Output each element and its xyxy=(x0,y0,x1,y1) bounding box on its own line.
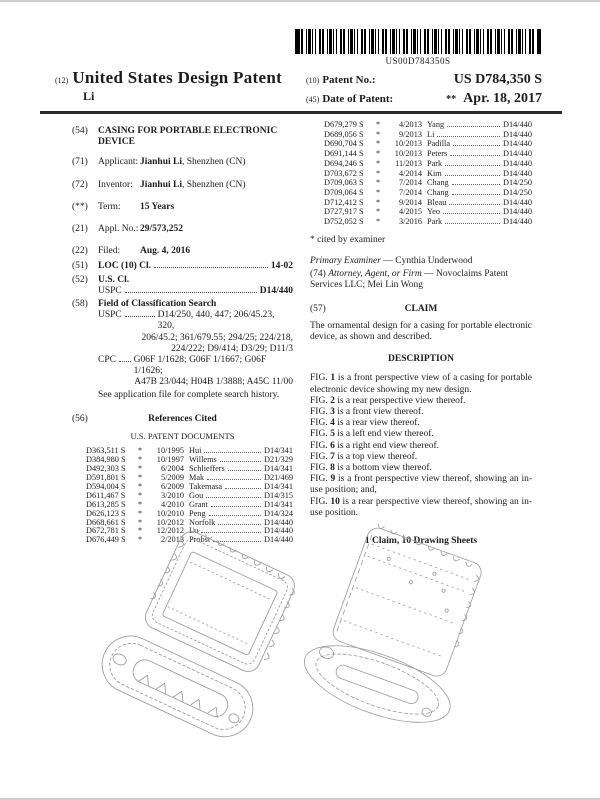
patent-number-block xyxy=(306,72,542,110)
references-heading-row xyxy=(72,414,293,425)
ref-class: D14/440 xyxy=(502,207,532,217)
fs-uspc-label: USPC xyxy=(98,310,122,321)
patent-no-label: Patent No.: xyxy=(322,74,376,86)
inventor-surname: Li xyxy=(83,89,95,103)
references-table-right xyxy=(324,120,532,227)
reference-row xyxy=(324,159,532,169)
appl-no-row xyxy=(72,224,293,235)
ref-date: 12/2012 xyxy=(156,526,184,536)
claim-heading-row xyxy=(310,304,532,315)
figure-description-line xyxy=(310,441,532,452)
fig-text: is a rear perspective view thereof, showing an in-use position. xyxy=(310,496,533,518)
ref-class: D14/440 xyxy=(263,535,293,545)
fig-text: is a front view thereof. xyxy=(334,406,424,417)
applicant-label: Applicant: xyxy=(98,157,139,168)
ref-number: D668,661 S xyxy=(86,517,126,527)
field-71-tag: (71) xyxy=(72,157,88,168)
ref-class: D14/440 xyxy=(502,197,532,207)
dot-leader xyxy=(447,126,500,127)
reference-row xyxy=(324,188,532,198)
ref-class: D14/440 xyxy=(502,158,532,168)
ref-star: * xyxy=(376,129,381,139)
field-57-tag: (57) xyxy=(310,303,326,314)
ref-number: D679,279 S xyxy=(324,120,364,129)
dot-leader xyxy=(204,452,261,453)
term-extension-stars: ** xyxy=(446,94,457,105)
fig-text: is a front perspective view of a casing for portable electronic device showing my new design. xyxy=(310,373,532,395)
ref-date: 4/2010 xyxy=(160,499,184,509)
ref-name: Grant xyxy=(189,499,208,509)
ref-number: D709,063 S xyxy=(324,178,364,188)
fig-label: FIG. xyxy=(310,418,328,429)
ref-date: 3/2016 xyxy=(398,217,422,227)
ref-date: 4/2014 xyxy=(398,168,422,178)
fs-cpc-line-2: A47B 23/044; H04B 1/3888; A45C 11/00 xyxy=(134,377,293,388)
ref-name: Hui xyxy=(189,446,202,456)
figure-front-perspective-drawing xyxy=(100,498,300,788)
fig-text: is a bottom view thereof. xyxy=(334,462,432,473)
ref-class: D14/341 xyxy=(263,481,293,491)
fig-number: 3 xyxy=(327,406,335,417)
ref-date: 10/1997 xyxy=(156,455,184,465)
inventor-label: Inventor: xyxy=(98,179,133,190)
ref-star: * xyxy=(376,217,381,227)
ref-class: D14/440 xyxy=(502,149,532,159)
dot-leader xyxy=(228,470,261,471)
filed-row xyxy=(72,246,293,257)
ref-star: * xyxy=(138,481,143,491)
reference-row xyxy=(324,207,532,217)
ref-number: D672,781 S xyxy=(86,526,126,536)
ref-star: * xyxy=(138,535,143,545)
ref-date: 10/2013 xyxy=(394,139,422,149)
dot-leader xyxy=(449,204,500,205)
filed-value: Aug. 4, 2016 xyxy=(140,246,191,257)
attorney-line xyxy=(310,269,532,291)
fig-number: 1 xyxy=(327,373,336,384)
field-search-label: Field of Classification Search xyxy=(98,299,217,310)
inventor-location: , Shenzhen (CN) xyxy=(181,179,246,190)
ref-name: Bleau xyxy=(427,197,447,207)
document-header xyxy=(55,68,282,104)
ref-date: 4/2015 xyxy=(398,207,422,217)
uspc-value: D14/440 xyxy=(259,285,293,296)
fig-label: FIG. xyxy=(310,496,328,507)
fs-uspc-line-1: D14/250, 440, 447; 206/45.23, 320, xyxy=(157,310,275,332)
ref-class: D14/315 xyxy=(263,490,293,500)
dot-leader xyxy=(445,223,500,224)
ref-class: D21/469 xyxy=(263,472,293,482)
ref-star: * xyxy=(376,158,381,168)
ref-star: * xyxy=(138,517,143,527)
dot-leader xyxy=(125,316,155,317)
ref-name: Peters xyxy=(427,149,448,159)
fig-text: is a rear perspective view thereof. xyxy=(334,395,466,406)
ref-number: D594,004 S xyxy=(86,481,126,491)
dot-leader xyxy=(154,267,268,268)
applicant-row xyxy=(72,157,293,168)
fs-cpc-label: CPC xyxy=(98,355,116,366)
ref-class: D14/440 xyxy=(502,120,532,129)
dot-leader xyxy=(437,136,500,137)
figure-description-line xyxy=(310,463,532,474)
ref-date: 10/2010 xyxy=(156,508,184,518)
ref-number: D690,704 S xyxy=(324,139,364,149)
ref-name: Lu xyxy=(189,526,199,536)
dot-leader xyxy=(119,361,131,362)
ref-name: Park xyxy=(427,158,443,168)
field-56-tag: (56) xyxy=(72,413,88,424)
ref-class: D14/440 xyxy=(263,526,293,536)
ref-star: * xyxy=(138,455,143,465)
loc-label: LOC (10) Cl. xyxy=(98,261,152,272)
ref-class: D14/341 xyxy=(263,464,293,474)
ref-number: D492,303 S xyxy=(86,464,126,474)
fig-label: FIG. xyxy=(310,373,328,384)
attorney-name: — Novoclaims Patent Services LLC; Mei Lin Wong xyxy=(310,269,508,291)
ref-number: D613,285 S xyxy=(86,499,126,509)
ref-star: * xyxy=(138,464,143,474)
ref-name: Padilla xyxy=(427,139,451,149)
ref-date: 6/2004 xyxy=(160,464,184,474)
ref-number: D626,123 S xyxy=(86,508,126,518)
attorney-label: Attorney, Agent, or Firm xyxy=(328,269,422,280)
ref-name: Kim xyxy=(427,168,442,178)
uspc-label: USPC xyxy=(98,285,122,296)
patent-no-value: US D784,350 S xyxy=(453,72,542,87)
dot-leader xyxy=(225,488,261,489)
ref-class: D14/440 xyxy=(263,517,293,527)
ref-number: D752,052 S xyxy=(324,217,364,227)
dot-leader xyxy=(125,292,257,293)
ref-number: D694,246 S xyxy=(324,158,364,168)
ref-star: * xyxy=(376,120,381,129)
ref-name: Gou xyxy=(189,490,204,500)
fig-text: is a right end view thereof. xyxy=(334,440,440,451)
field-22-tag: (22) xyxy=(72,246,88,257)
inventor-row xyxy=(72,180,293,191)
ref-name: Probst xyxy=(189,535,211,545)
date-value xyxy=(393,91,542,107)
fig-text: is a rear view thereof. xyxy=(334,418,420,429)
ref-date: 10/2013 xyxy=(394,149,422,159)
field-52-tag: (52) xyxy=(72,274,88,285)
ref-number: D384,980 S xyxy=(86,455,126,465)
ref-number: D709,064 S xyxy=(324,187,364,197)
ref-star: * xyxy=(376,187,381,197)
ref-date: 9/2013 xyxy=(398,129,422,139)
figure-description-line xyxy=(310,418,532,429)
ref-number: D712,412 S xyxy=(324,197,364,207)
fig-text: is a left end view thereof. xyxy=(334,429,434,440)
claim-text: The ornamental design for a casing for portable electronic device, as shown and described. xyxy=(310,320,532,342)
fig-text: is a top view thereof. xyxy=(334,451,418,462)
ref-name: Chang xyxy=(427,178,449,188)
dot-leader xyxy=(443,213,500,214)
patent-no-tag: (10) xyxy=(306,76,320,85)
ref-star: * xyxy=(376,168,381,178)
fig-label: FIG. xyxy=(310,406,328,417)
rear-perspective-sketch xyxy=(292,506,492,761)
field-51-tag: (51) xyxy=(72,261,88,272)
reference-row xyxy=(324,149,532,159)
figure-description-line xyxy=(310,452,532,463)
field-search-note: See application file for complete search history. xyxy=(98,389,280,400)
description-heading: DESCRIPTION xyxy=(388,354,454,365)
figure-description-line xyxy=(310,474,532,496)
dot-leader xyxy=(452,194,500,195)
barcode-bars-icon xyxy=(295,29,541,54)
fig-number: 7 xyxy=(327,451,335,462)
field-72-tag: (72) xyxy=(72,179,88,190)
reference-row xyxy=(324,217,532,227)
ref-star: * xyxy=(376,207,381,217)
term-row xyxy=(72,202,293,213)
ref-number: D611,467 S xyxy=(86,490,126,500)
figure-rear-perspective-drawing xyxy=(292,506,492,761)
dot-leader xyxy=(452,184,500,185)
ref-number: D703,672 S xyxy=(324,168,364,178)
ref-class: D14/440 xyxy=(502,217,532,227)
applicant-location: , Shenzhen (CN) xyxy=(181,157,246,168)
fs-uspc-line-2: 206/45.2; 361/679.55; 294/25; 224/218, xyxy=(141,332,293,343)
dot-leader xyxy=(220,461,261,462)
front-perspective-sketch xyxy=(100,498,300,788)
ref-number: D676,449 S xyxy=(86,535,126,545)
ref-name: Willems xyxy=(189,455,217,465)
ref-star: * xyxy=(138,472,143,482)
term-label: Term: xyxy=(98,201,121,212)
examiner-label: Primary Examiner xyxy=(310,255,381,266)
dot-leader xyxy=(450,155,500,156)
ref-name: Chang xyxy=(427,187,449,197)
fig-label: FIG. xyxy=(310,451,328,462)
loc-value: 14-02 xyxy=(270,261,293,272)
document-title: United States Design Patent xyxy=(72,68,283,87)
ref-class: D14/341 xyxy=(263,446,293,456)
ref-class: D14/250 xyxy=(502,187,532,197)
fs-uspc-line-3: 224/222; D9/414; D3/29; D11/3 xyxy=(171,343,293,354)
claim-heading: CLAIM xyxy=(404,303,438,314)
reference-row xyxy=(324,139,532,149)
fig-number: 10 xyxy=(327,496,340,507)
ref-number: D363,511 S xyxy=(86,446,126,456)
fig-label: FIG. xyxy=(310,474,328,485)
field-search-row xyxy=(72,299,293,401)
appl-no-value: 29/573,252 xyxy=(140,224,184,235)
dot-leader xyxy=(453,145,500,146)
ref-star: * xyxy=(138,526,143,536)
filed-label: Filed: xyxy=(98,246,121,257)
ref-class: D14/440 xyxy=(502,139,532,149)
us-patent-documents-heading: U.S. PATENT DOCUMENTS xyxy=(130,431,235,442)
applicant-name: Jianhui Li xyxy=(140,157,182,168)
ref-star: * xyxy=(376,197,381,207)
fig-label: FIG. xyxy=(310,462,328,473)
kind-code-tag: (12) xyxy=(55,76,69,85)
fig-label: FIG. xyxy=(310,440,328,451)
ref-date: 10/2012 xyxy=(156,517,184,527)
examiner-name: — Cynthia Underwood xyxy=(380,255,473,266)
ref-date: 7/2014 xyxy=(398,187,422,197)
ref-date: 7/2014 xyxy=(398,178,422,188)
inventor-name: Jianhui Li xyxy=(140,179,182,190)
ref-date: 5/2009 xyxy=(160,472,184,482)
ref-name: Li xyxy=(427,129,435,139)
ref-class: D14/341 xyxy=(263,499,293,509)
ref-number: D591,801 S xyxy=(86,472,126,482)
references-heading: References Cited xyxy=(148,413,217,424)
fs-cpc-line-1: G06F 1/1628; G06F 1/1667; G06F 1/1626; xyxy=(133,355,267,377)
date-label: Date of Patent: xyxy=(322,93,394,105)
dot-leader xyxy=(207,479,261,480)
primary-examiner-line xyxy=(310,256,532,267)
fig-number: 2 xyxy=(327,395,335,406)
us-cl-row xyxy=(72,275,293,297)
fig-number: 8 xyxy=(327,462,335,473)
ref-date: 2/2013 xyxy=(160,535,184,545)
term-tag: (**) xyxy=(72,201,88,212)
ref-name: Schlieffers xyxy=(189,464,225,474)
ref-number: D727,917 S xyxy=(324,207,364,217)
barcode-text: US00D784350S xyxy=(385,56,451,66)
ref-star: * xyxy=(376,149,381,159)
ref-date: 11/2013 xyxy=(395,158,422,168)
ref-name: Park xyxy=(427,217,443,227)
ref-name: Yang xyxy=(427,120,445,129)
dot-leader xyxy=(445,175,500,176)
ref-date: 10/1995 xyxy=(156,446,184,456)
date-tag: (45) xyxy=(306,95,320,104)
ref-class: D14/324 xyxy=(263,508,293,518)
left-column xyxy=(72,126,293,545)
field-74-tag: (74) xyxy=(310,269,326,280)
right-column xyxy=(310,120,532,547)
ref-star: * xyxy=(138,499,143,509)
ref-star: * xyxy=(138,490,143,500)
appl-no-label: Appl. No.: xyxy=(98,224,139,235)
ref-name: Norfolk xyxy=(189,517,216,527)
ref-class: D21/329 xyxy=(263,455,293,465)
loc-class-row xyxy=(72,261,293,272)
fig-number: 6 xyxy=(327,440,335,451)
ref-date: 6/2009 xyxy=(160,481,184,491)
reference-row xyxy=(324,178,532,188)
ref-class: D14/440 xyxy=(502,168,532,178)
field-58-tag: (58) xyxy=(72,299,88,310)
figure-description-line xyxy=(310,396,532,407)
ref-class: D14/440 xyxy=(502,129,532,139)
fig-number: 5 xyxy=(327,429,335,440)
header-rule xyxy=(40,111,562,114)
ref-name: Takemasa xyxy=(189,481,223,491)
fig-text: is a front perspective view thereof, showing an in-use position; and, xyxy=(310,474,533,496)
fig-number: 9 xyxy=(327,474,336,485)
fig-number: 4 xyxy=(327,418,335,429)
ref-star: * xyxy=(138,446,143,456)
ref-number: D691,144 S xyxy=(324,149,364,159)
invention-title: CASING FOR PORTABLE ELECTRONIC DEVICE xyxy=(98,126,278,148)
term-value: 15 Years xyxy=(140,201,175,212)
figure-descriptions xyxy=(310,373,532,519)
figure-description-line xyxy=(310,407,532,418)
ref-date: 9/2014 xyxy=(398,197,422,207)
reference-row xyxy=(324,120,532,130)
ref-star: * xyxy=(376,139,381,149)
fig-label: FIG. xyxy=(310,429,328,440)
ref-number: D689,056 S xyxy=(324,129,364,139)
claims-sheets-summary: 1 Claim, 10 Drawing Sheets xyxy=(364,536,478,546)
ref-date: 3/2010 xyxy=(160,490,184,500)
figure-description-line xyxy=(310,429,532,440)
field-21-tag: (21) xyxy=(72,224,88,235)
us-cl-label: U.S. Cl. xyxy=(98,274,130,285)
ref-name: Mak xyxy=(189,472,205,482)
cited-by-examiner-note: * cited by examiner xyxy=(310,234,386,245)
reference-row xyxy=(324,169,532,179)
ref-date: 4/2013 xyxy=(398,120,422,129)
ref-name: Yeo xyxy=(427,207,440,217)
field-54-tag: (54) xyxy=(72,126,88,136)
date-text: Apr. 18, 2017 xyxy=(463,91,542,106)
ref-star: * xyxy=(376,178,381,188)
fig-label: FIG. xyxy=(310,395,328,406)
ref-star: * xyxy=(138,508,143,518)
ref-class: D14/250 xyxy=(502,178,532,188)
figure-description-line xyxy=(310,373,532,395)
reference-row xyxy=(324,198,532,208)
dot-leader xyxy=(445,165,500,166)
barcode xyxy=(295,29,541,66)
ref-name: Peng xyxy=(189,508,206,518)
reference-row xyxy=(324,130,532,140)
